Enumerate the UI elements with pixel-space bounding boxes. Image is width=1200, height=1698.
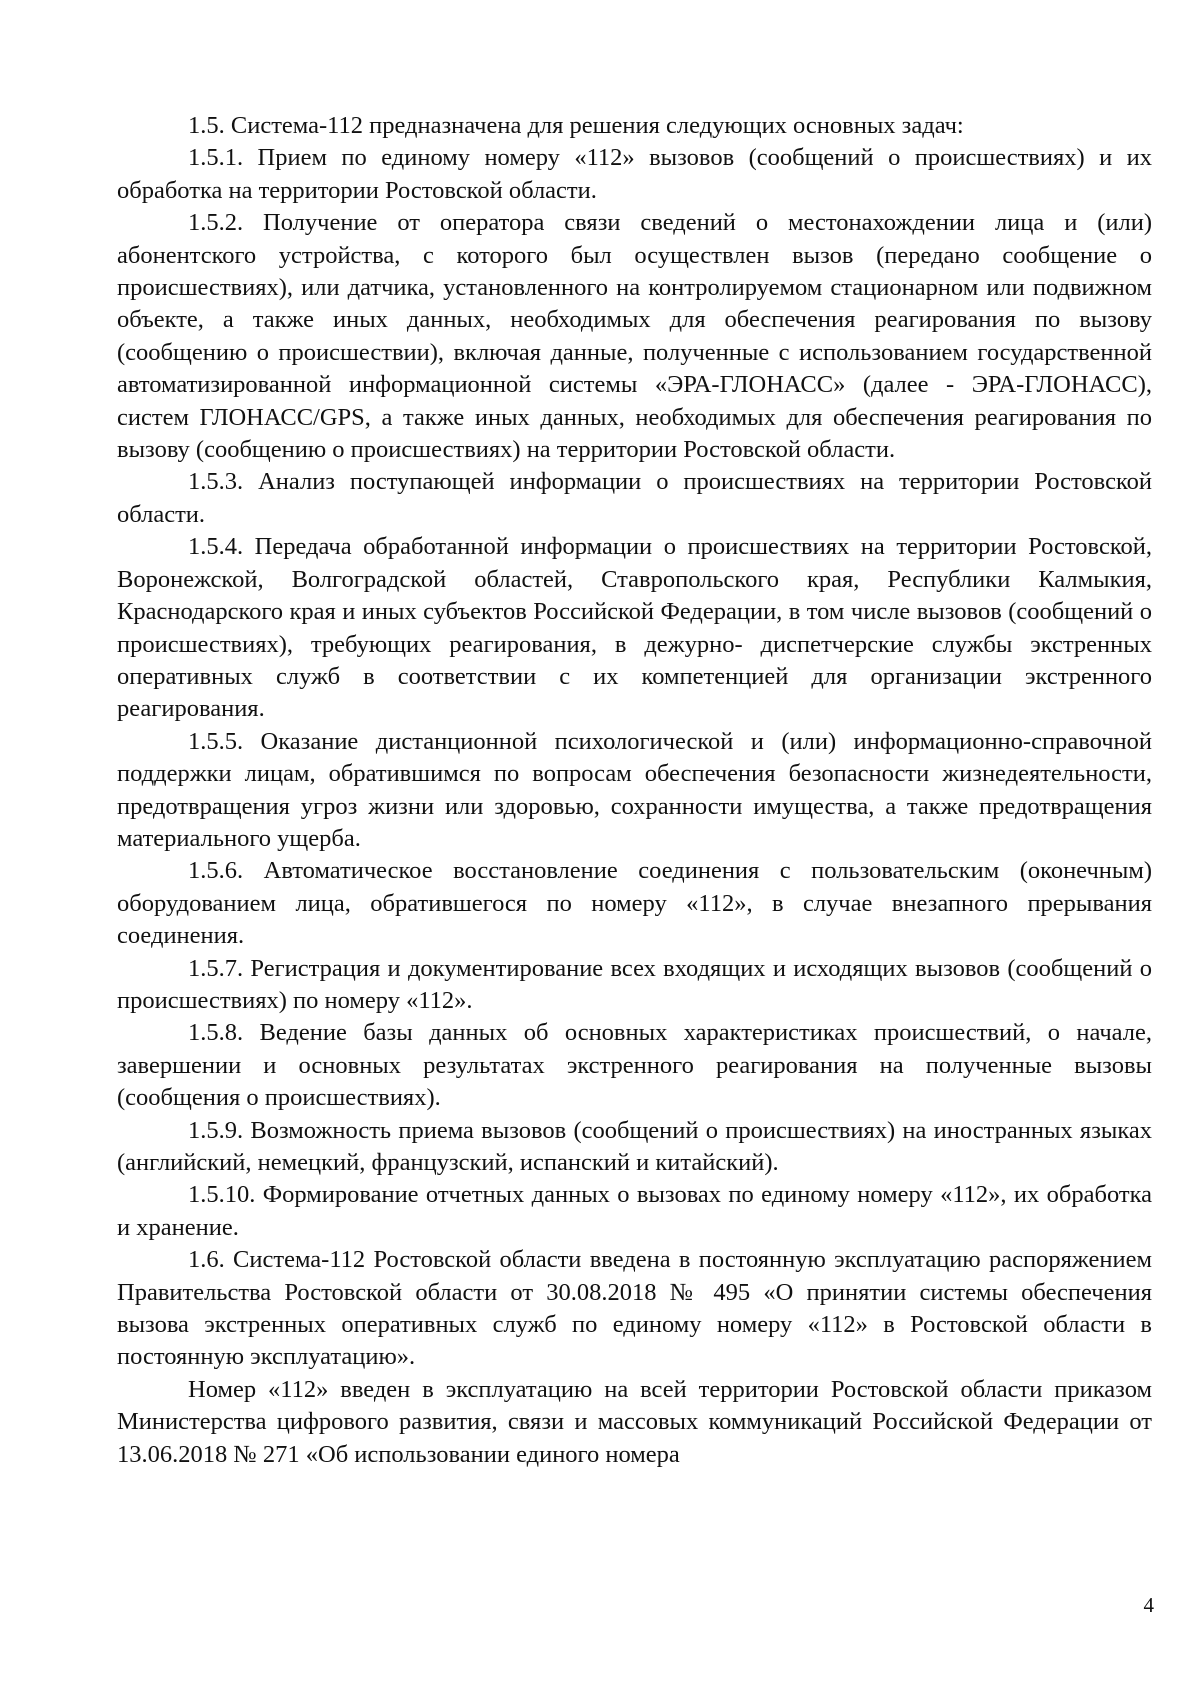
- paragraph-1-6: 1.6. Система-112 Ростовской области введена в постоянную эксплуатацию распоряжением Правительства Ростовской области от 30.08.2018 № 495 «О принятии системы обеспечения вызова экстренных оперативных служб по единому номеру «112» в Ростовской области в постоянную эксплуатацию».: [117, 1246, 1152, 1371]
- page-number: 4: [1143, 1593, 1154, 1617]
- paragraph-1-5-3: 1.5.3. Анализ поступающей информации о происшествиях на территории Ростовской области.: [117, 468, 1152, 528]
- paragraph-1-5-5: 1.5.5. Оказание дистанционной психологической и (или) информационно-справочной поддержки лицам, обратившимся по вопросам обеспечения безопасности жизнедеятельности, предотвращения угроз жизни или здоровью, сохранности имущества, а также предотвращения материального ущерба.: [117, 727, 1152, 852]
- paragraph-number-112: Номер «112» введен в эксплуатацию на всей территории Ростовской области приказом Министерства цифрового развития, связи и массовых коммуникаций Российской Федерации от 13.06.2018 № 271 «Об использовании единого номера: [117, 1375, 1152, 1468]
- paragraph-1-5-4: 1.5.4. Передача обработанной информации о происшествиях на территории Ростовской, Воронежской, Волгоградской областей, Ставропольского края, Республики Калмыкия, Краснодарского края и иных субъектов Российской Федерации, в том числе вызовов (сообщений о происшествиях), требующих реагирования, в дежурно- диспетчерские службы экстренных оперативных служб в соответствии с их компетенцией для организации экстренного реагирования.: [117, 533, 1152, 723]
- paragraph-1-5: 1.5. Система-112 предназначена для решения следующих основных задач:: [188, 112, 964, 139]
- paragraph-1-5-2: 1.5.2. Получение от оператора связи сведений о местонахождении лица и (или) абонентского устройства, с которого был осуществлен вызов (передано сообщение о происшествиях), или датчика, установленного на контролируемом стационарном или подвижном объекте, а также иных данных, необходимых для обеспечения реагирования по вызову (сообщению о происшествии), включая данные, полученные с использованием государственной автоматизированной информационной системы «ЭРА-ГЛОНАСС» (далее - ЭРА-ГЛОНАСС), систем ГЛОНАСС/GPS, а также иных данных, необходимых для обеспечения реагирования по вызову (сообщению о происшествиях) на территории Ростовской области.: [117, 209, 1152, 464]
- paragraph-1-5-8: 1.5.8. Ведение базы данных об основных характеристиках происшествий, о начале, завершении и основных результатах экстренного реагирования на полученные вызовы (сообщения о происшествиях).: [117, 1019, 1152, 1112]
- paragraph-1-5-9: 1.5.9. Возможность приема вызовов (сообщений о происшествиях) на иностранных языках (английский, немецкий, французский, испанский и китайский).: [117, 1116, 1152, 1176]
- paragraph-1-5-6: 1.5.6. Автоматическое восстановление соединения с пользовательским (оконечным) оборудованием лица, обратившегося по номеру «112», в случае внезапного прерывания соединения.: [117, 857, 1152, 950]
- paragraph-1-5-7: 1.5.7. Регистрация и документирование всех входящих и исходящих вызовов (сообщений о происшествиях) по номеру «112».: [117, 954, 1152, 1014]
- document-body: [117, 110, 1152, 1471]
- paragraph-1-5-1: 1.5.1. Прием по единому номеру «112» вызовов (сообщений о происшествиях) и их обработка на территории Ростовской области.: [117, 144, 1152, 204]
- paragraph-1-5-10: 1.5.10. Формирование отчетных данных о вызовах по единому номеру «112», их обработка и хранение.: [117, 1181, 1152, 1241]
